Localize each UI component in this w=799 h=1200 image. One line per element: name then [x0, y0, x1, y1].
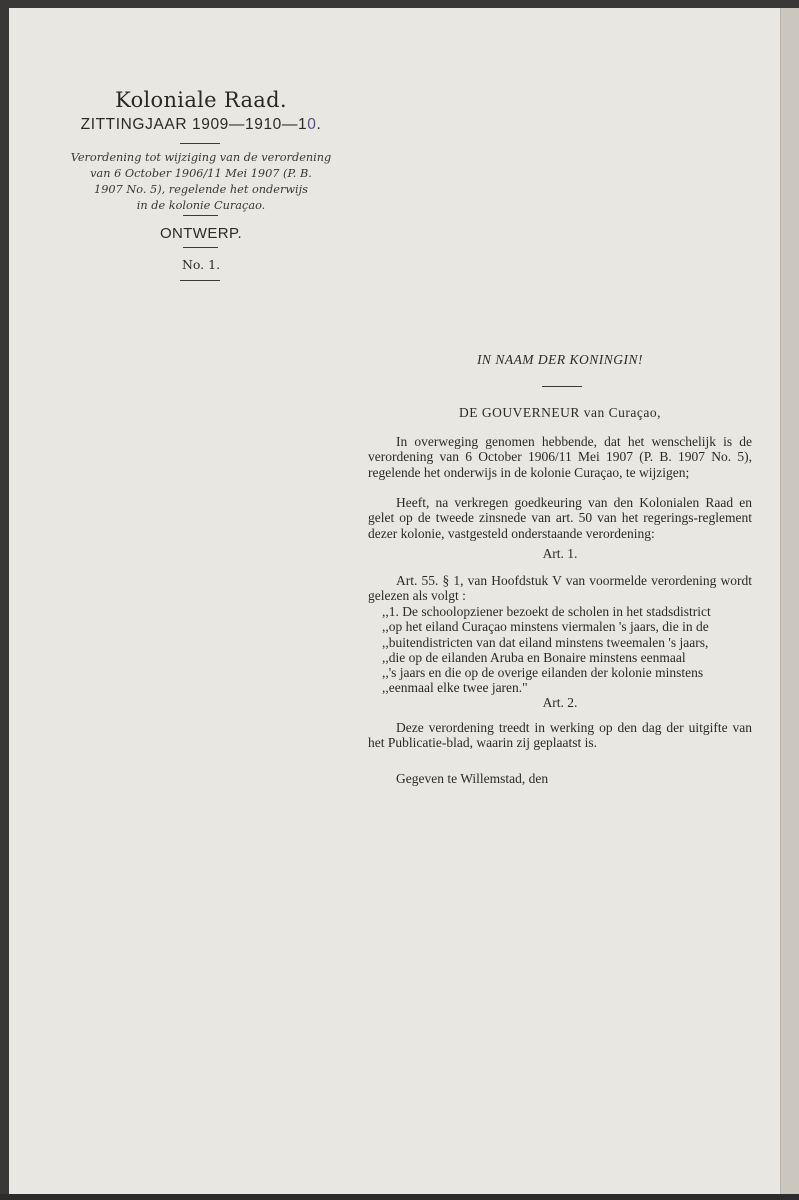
page-edge-strip: [780, 8, 799, 1194]
subtitle-line: Verordening tot wijziging van de verordening: [70, 151, 332, 164]
quote-line: ,,'s jaars en die op de overige eilanden der kolonie minstens: [382, 665, 704, 681]
article-2-text: Deze verordening treedt in werking op den dag der uitgifte van het Publicatie-blad, waarin zij geplaatst is.: [368, 720, 752, 751]
preamble-paragraph: In overweging genomen hebbende, dat het wenschelijk is de verordening van 6 October 1906/11 Mei 1907 (P. B. 1907 No. 5), regelende het onderwijs in de kolonie Curaçao, te wijzigen;: [368, 434, 752, 480]
subtitle-line: 1907 No. 5), regelende het onderwijs: [94, 183, 308, 196]
divider: [183, 247, 218, 248]
quote-line: ,,1. De schoolopziener bezoekt de scholen in het stadsdistrict: [382, 604, 711, 619]
quote-line: ,,die op de eilanden Aruba en Bonaire minstens eenmaal: [382, 649, 686, 665]
article-1-quote: [368, 604, 766, 696]
subtitle-line: van 6 October 1906/11 Mei 1907 (P. B.: [90, 167, 312, 180]
closing-line: Gegeven te Willemstad, den: [396, 771, 549, 786]
divider: [183, 215, 218, 216]
draft-label: ONTWERP.: [159, 225, 243, 242]
subtitle-line: in de kolonie Curaçao.: [136, 199, 266, 212]
bottom-border: [0, 1194, 799, 1200]
session-year: [60, 116, 342, 134]
divider: [180, 143, 220, 144]
session-year-suffix: .: [316, 116, 322, 133]
quote-line: ,,buitendistricten van dat eiland minstens tweemalen 's jaars,: [382, 634, 709, 650]
governor-heading: DE GOUVERNEUR van Curaçao,: [459, 405, 661, 420]
article-1-intro: Art. 55. § 1, van Hoofdstuk V van voormelde verordening wordt gelezen als volgt :: [368, 573, 752, 604]
session-year-prefix: ZITTINGJAAR 1909—1910—1: [80, 116, 308, 133]
ordinance-subtitle: [60, 150, 342, 214]
quote-line: ,,op het eiland Curaçao minstens viermalen 's jaars, die in de: [382, 619, 709, 635]
article-heading: Art. 1.: [542, 546, 578, 561]
document-number: No. 1.: [181, 257, 221, 272]
quote-line: ,,eenmaal elke twee jaren.": [382, 680, 528, 696]
preamble-paragraph: Heeft, na verkregen goedkeuring van den Kolonialen Raad en gelet op de tweede zinsnede van art. 50 van het regerings-reglement dezer kolonie, vastgesteld onderstaande verordening:: [368, 495, 752, 541]
article-heading: Art. 2.: [542, 695, 578, 710]
divider: [542, 386, 582, 387]
session-year-handwritten-digit: 0: [307, 116, 317, 133]
divider: [180, 280, 220, 281]
invocation: IN NAAM DER KONINGIN!: [476, 352, 644, 367]
council-title: Koloniale Raad.: [115, 88, 287, 112]
